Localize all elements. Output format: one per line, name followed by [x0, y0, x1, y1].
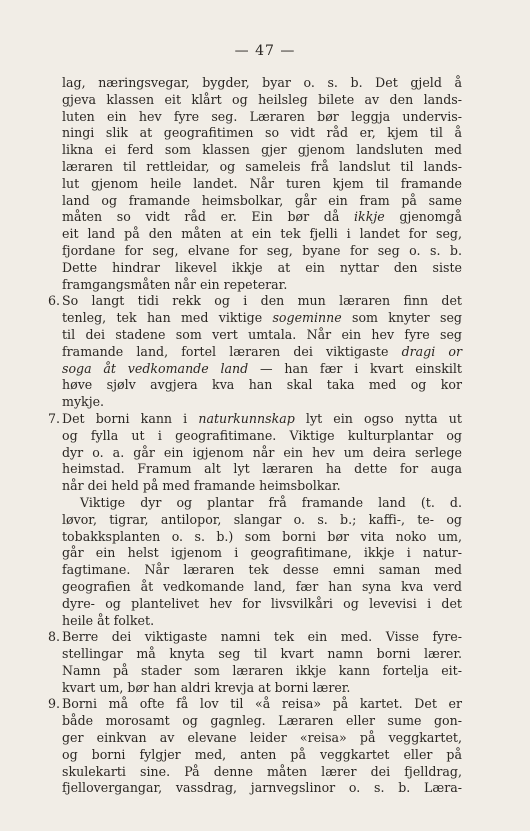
- text-line: [62, 562, 462, 579]
- item-number: 8.: [48, 629, 61, 645]
- italic-text: dragi or: [401, 343, 462, 359]
- line-text: og fylla ut i geografitimane. Viktige kulturplantar og: [62, 427, 462, 443]
- text-line: [62, 445, 462, 462]
- line-text: læraren til rettleidar, og sameleis frå landslut til lands-: [62, 158, 462, 174]
- text-line: [62, 613, 462, 630]
- line-text: Dette hindrar likevel ikkje at ein nyttar den siste: [62, 259, 462, 275]
- line-text: når dei held på med framande heimsbolkar.: [62, 478, 341, 494]
- line-text: [62, 361, 462, 378]
- line-text: dyre- og plantelivet hev for livsvilkåri og levevisi i det: [62, 595, 462, 611]
- text-line: [62, 344, 462, 361]
- item-number: 9.: [48, 696, 61, 712]
- text-line: [62, 596, 462, 613]
- italic-text: soga åt vedkomande land: [62, 360, 249, 376]
- text-line: [62, 361, 462, 378]
- line-text: Borni må ofte få lov til «å reisa» på kartet. Det er: [62, 696, 462, 712]
- line-text: eit land på den måten at ein tek fjelli i landet for seg,: [62, 226, 462, 242]
- line-text: heile åt folket.: [62, 612, 155, 628]
- text-line: [62, 780, 462, 797]
- line-text: fjellovergangar, vassdrag, jarnvegslinor o. s. b. Læra-: [62, 780, 462, 796]
- line-text: gjeva klassen eit klårt og heilsleg bilete av den lands-: [62, 91, 462, 107]
- italic-text: sogeminne: [272, 310, 342, 326]
- text-line: [62, 764, 462, 781]
- text-line: [62, 394, 462, 411]
- text-line: [62, 512, 462, 529]
- line-text: So langt tidi rekk og i den mun læraren finn det: [62, 293, 462, 309]
- line-text: lag, næringsvegar, bygder, byar o. s. b. Det gjeld å: [62, 75, 462, 90]
- line-text: går ein helst igjenom i geografitimane, ikkje i natur-: [62, 545, 462, 561]
- body-text: [48, 75, 462, 797]
- line-text: ningi slik at geografitimen so vidt råd er, kjem til å: [62, 125, 462, 141]
- line-text: mykje.: [62, 394, 105, 410]
- text-line: [62, 747, 462, 764]
- line-text: Namn på stader som læraren ikkje kann fortelja eit-: [62, 662, 462, 678]
- text-line: [62, 109, 462, 126]
- text-line: [48, 293, 462, 310]
- text-line: [62, 529, 462, 546]
- text-line: [62, 713, 462, 730]
- text-line: [62, 579, 462, 596]
- line-text: luten ein hev fyre seg. Læraren bør leggja undervis-: [62, 108, 462, 124]
- text-line: [48, 696, 462, 713]
- text-span: gjenomgå: [384, 209, 462, 225]
- line-text: løvor, tigrar, antilopor, slangar o. s. b.; kaffi-, te- og: [62, 511, 462, 527]
- line-text: fjordane for seg, elvane for seg, byane for seg o. s. b.: [62, 242, 462, 258]
- text-line: [62, 75, 462, 92]
- line-text: [62, 209, 462, 226]
- text-line: [62, 277, 462, 294]
- line-text: [62, 344, 462, 361]
- line-text: høve sjølv avgjera kva han skal taka med og kor: [62, 377, 462, 393]
- text-span: — han fær i kvart einskilt: [248, 360, 462, 376]
- text-line: [62, 495, 462, 512]
- line-text: kvart um, bør han aldri krevja at borni lærer.: [62, 679, 351, 695]
- line-text: [62, 310, 462, 327]
- text-span: lyt ein ogso nytta ut: [294, 410, 462, 426]
- text-line: [62, 159, 462, 176]
- text-line: [62, 730, 462, 747]
- line-text: og borni fylgjer med, anten på veggkartet eller på: [62, 746, 462, 762]
- text-span: tenleg, tek han med viktige: [62, 310, 273, 326]
- line-text: likna ei ferd som klassen gjer gjenom landsluten med: [62, 142, 462, 158]
- line-text: Viktige dyr og plantar frå framande land (t. d.: [80, 494, 462, 510]
- line-text: tobakksplanten o. s. b.) som borni bør vita noko um,: [62, 528, 462, 544]
- line-text: framgangsmåten når ein repeterar.: [62, 276, 288, 292]
- line-text: til dei stadene som vert umtala. Når ein hev fyre seg: [62, 326, 462, 342]
- item-number: 6.: [48, 293, 61, 309]
- text-line: [62, 327, 462, 344]
- page-number: — 47 —: [234, 43, 296, 59]
- text-line: [62, 545, 462, 562]
- text-line: [62, 646, 462, 663]
- line-text: heimstad. Framum alt lyt læraren ha dette for auga: [62, 461, 462, 477]
- text-span: Det borni kann i: [62, 410, 199, 426]
- text-line: [62, 377, 462, 394]
- text-line: [62, 461, 462, 478]
- text-line: [62, 125, 462, 142]
- line-text: [62, 411, 462, 428]
- text-line: [62, 680, 462, 697]
- text-line: [62, 663, 462, 680]
- text-line: [62, 243, 462, 260]
- text-line: [62, 176, 462, 193]
- text-line: [62, 260, 462, 277]
- line-text: lut gjenom heile landet. Når turen kjem til framande: [62, 175, 462, 191]
- line-text: stellingar må knyta seg til kvart namn borni lærer.: [62, 646, 462, 662]
- line-text: både morosamt og gagnleg. Læraren eller sume gon-: [62, 713, 462, 729]
- line-text: fagtimane. Når læraren tek desse emni saman med: [62, 562, 462, 578]
- text-line: [62, 142, 462, 159]
- line-text: Berre dei viktigaste namni tek ein med. Visse fyre-: [62, 629, 462, 645]
- text-span: framande land, fortel læraren dei viktigaste: [62, 343, 402, 359]
- line-text: geografien åt vedkomande land, fær han syna kva verd: [62, 578, 462, 594]
- line-text: dyr o. a. går ein igjenom når ein hev um deira serlege: [62, 444, 462, 460]
- italic-text: ikkje: [354, 209, 385, 225]
- text-span: som knyter seg: [341, 310, 462, 326]
- italic-text: naturkunnskap: [198, 410, 295, 426]
- item-number: 7.: [48, 410, 61, 426]
- text-line: [62, 428, 462, 445]
- text-line: [62, 478, 462, 495]
- text-line: [48, 410, 462, 428]
- text-line: [62, 226, 462, 243]
- text-line: [48, 629, 462, 646]
- text-line: [62, 209, 462, 226]
- text-line: [62, 92, 462, 109]
- line-text: land og framande heimsbolkar, går ein fram på same: [62, 192, 462, 208]
- text-span: måten so vidt råd er. Ein bør då: [62, 209, 355, 225]
- text-line: [62, 310, 462, 327]
- line-text: skulekarti sine. På denne måten lærer dei fjelldrag,: [62, 763, 462, 779]
- text-line: [62, 193, 462, 210]
- line-text: ger einkvan av elevane leider «reisa» på veggkartet,: [62, 730, 462, 746]
